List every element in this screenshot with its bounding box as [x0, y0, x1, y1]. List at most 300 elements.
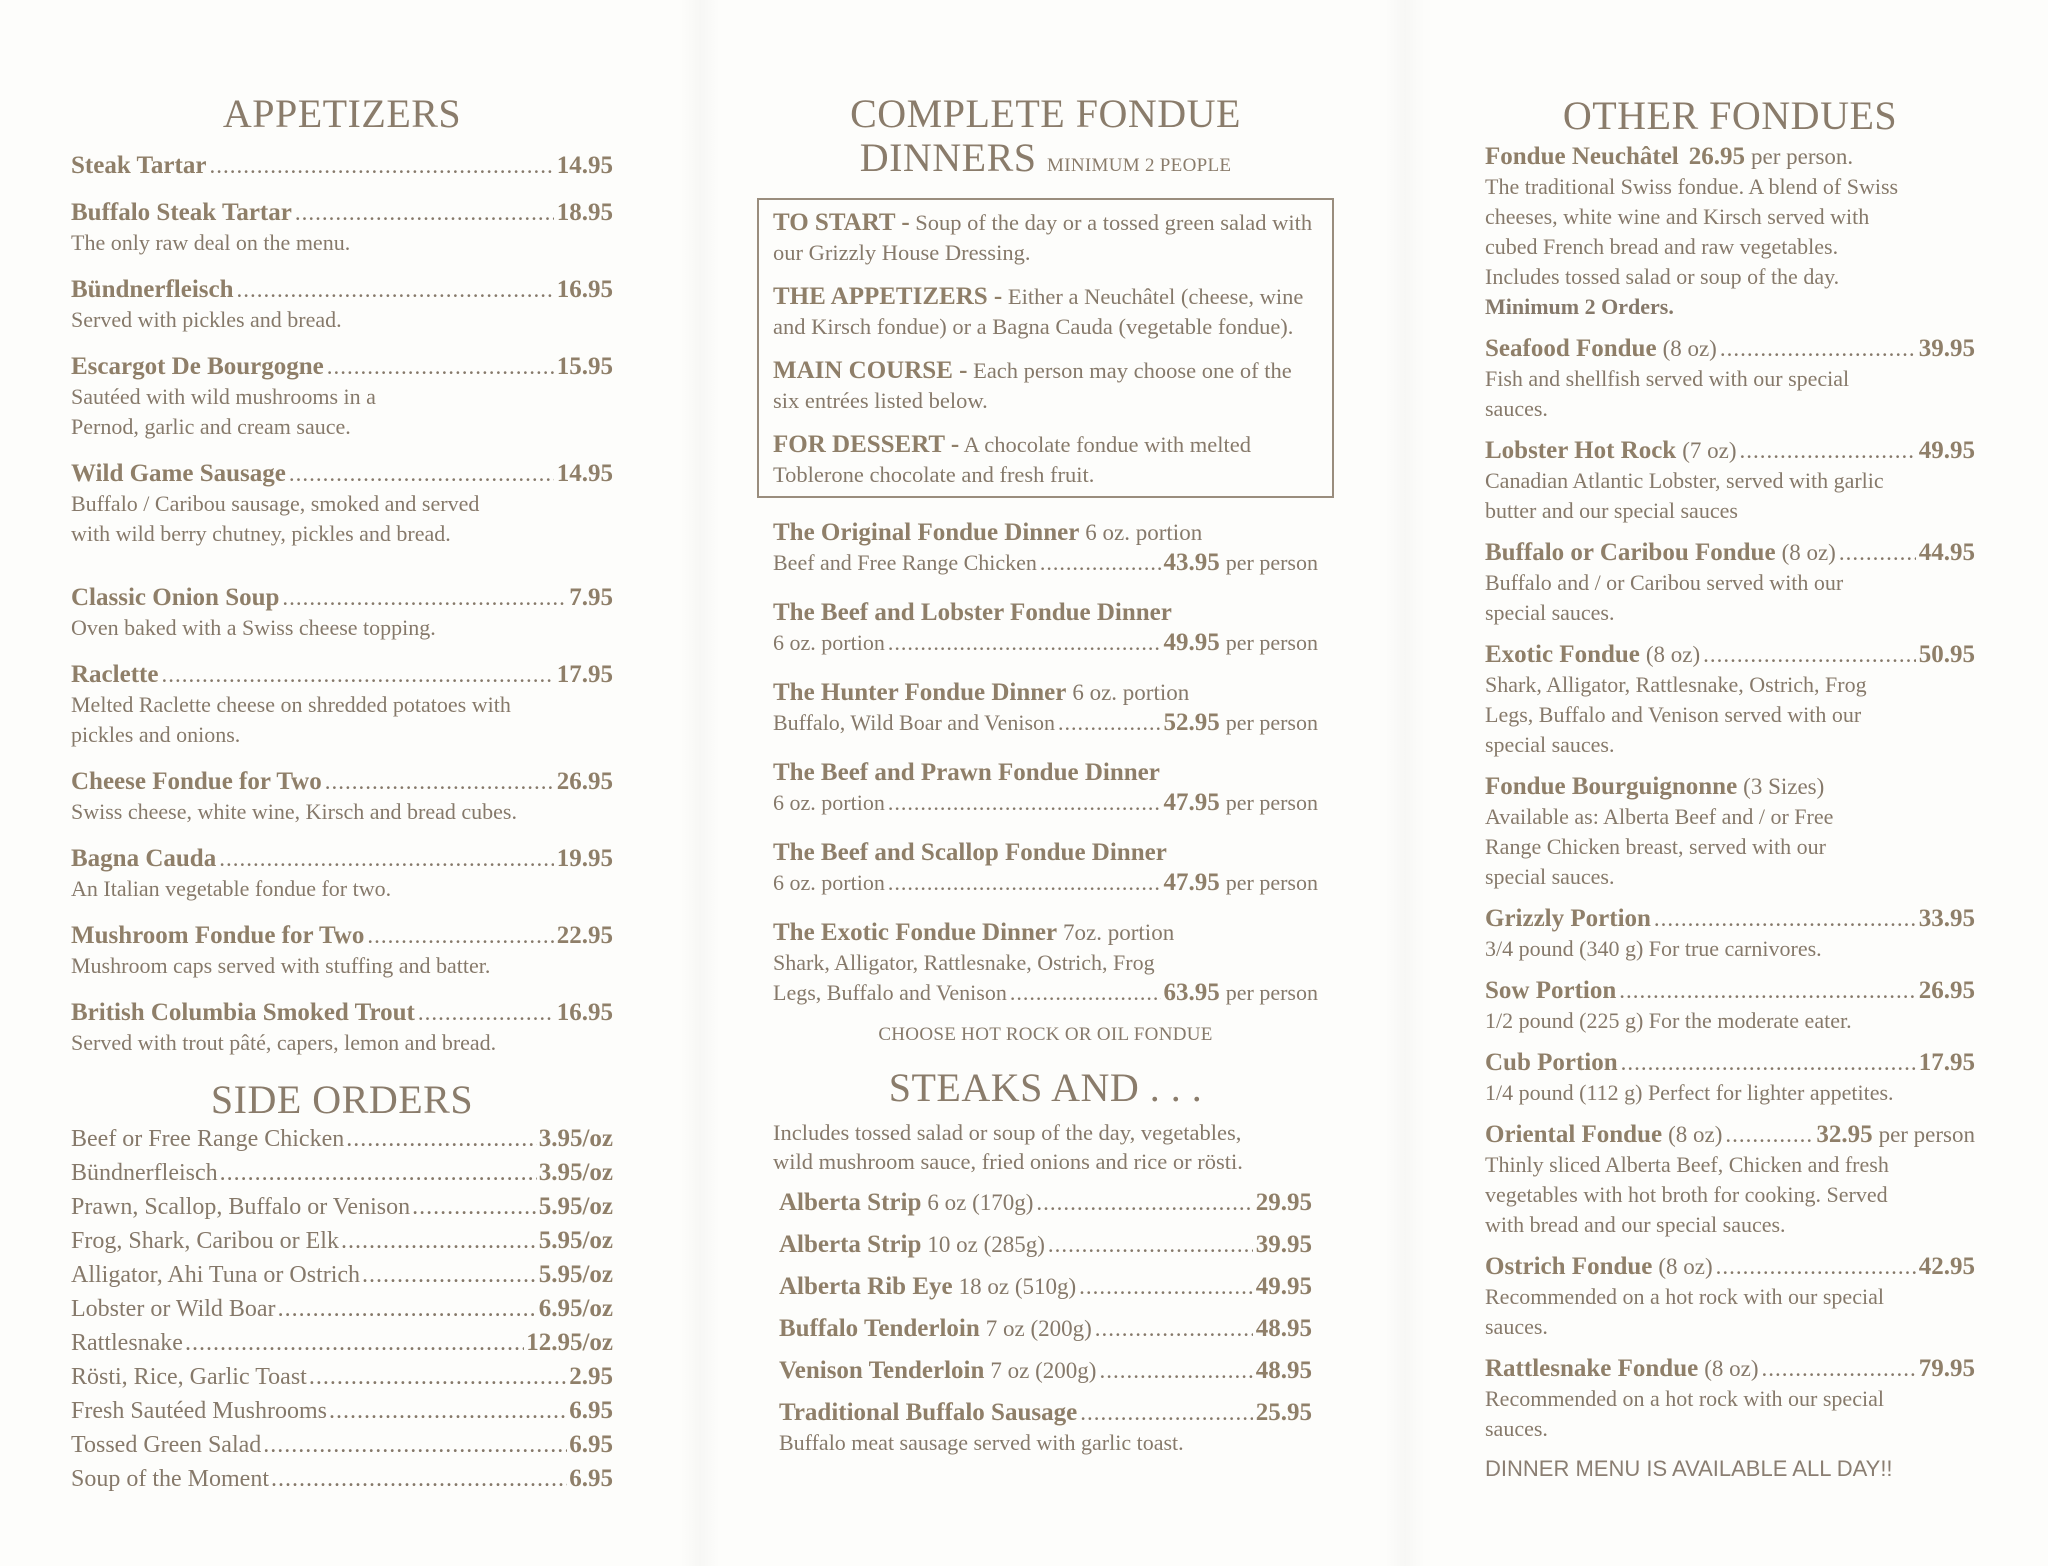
other-fondues-list	[1485, 142, 1975, 1444]
item-price: 32.95	[1816, 1121, 1873, 1148]
item-name: Mushroom Fondue for Two	[71, 922, 365, 949]
item-title-row	[1485, 538, 1975, 568]
dot-leader	[271, 1463, 567, 1496]
menu-item	[71, 921, 613, 981]
item-price: 39.95	[1918, 335, 1975, 362]
item-price-row	[773, 868, 1318, 898]
item-name: Rattlesnake	[71, 1330, 183, 1356]
item-title-row	[71, 1428, 613, 1462]
item-portion: Beef and Free Range Chicken	[773, 550, 1037, 575]
item-title-row	[71, 151, 613, 181]
center-panel	[757, 0, 1334, 1458]
item-name: Buffalo or Caribou Fondue	[1485, 539, 1776, 566]
item-name: Fondue Neuchâtel	[1485, 143, 1679, 170]
item-portion: 6 oz. portion	[773, 630, 885, 655]
dot-leader	[219, 844, 554, 874]
item-description: Melted Raclette cheese on shredded potatoes with pickles and onions.	[71, 692, 511, 747]
dot-leader	[325, 767, 554, 797]
dot-leader	[1703, 640, 1916, 670]
item-name: The Exotic Fondue Dinner	[773, 919, 1058, 946]
item-price: 26.95	[1688, 143, 1745, 170]
left-panel	[71, 0, 613, 1496]
item-title-row	[71, 1258, 613, 1292]
item-title-row	[71, 1394, 613, 1428]
item-price: 6.95	[569, 1465, 613, 1492]
item-name: Raclette	[71, 661, 159, 688]
menu-item	[1485, 772, 1975, 892]
item-note: 7 oz (200g)	[990, 1358, 1097, 1383]
item-description: Recommended on a hot rock with our special sauces.	[1485, 1284, 1884, 1339]
item-name: British Columbia Smoked Trout	[71, 999, 415, 1026]
steaks-intro: Includes tossed salad or soup of the day, vegetables, wild mushroom sauce, fried onions and rice or rösti.	[773, 1120, 1243, 1174]
item-portion: 6 oz. portion	[773, 870, 885, 895]
item-title-row	[1485, 976, 1975, 1006]
menu-item	[71, 844, 613, 904]
item-title-row	[779, 1272, 1312, 1302]
dot-leader	[209, 151, 553, 181]
item-description: Oven baked with a Swiss cheese topping.	[71, 615, 436, 640]
item-price-row	[773, 708, 1318, 738]
menu-item	[71, 1190, 613, 1224]
item-title-row	[71, 660, 613, 690]
item-name: Rösti, Rice, Garlic Toast	[71, 1364, 307, 1390]
course-description	[773, 356, 1318, 416]
dot-leader	[1739, 436, 1915, 466]
item-name: Beef or Free Range Chicken	[71, 1126, 345, 1152]
menu-item	[773, 758, 1318, 818]
item-name: Prawn, Scallop, Buffalo or Venison	[71, 1194, 411, 1220]
menu-item	[779, 1230, 1312, 1260]
item-title-row	[71, 1156, 613, 1190]
item-price: 2.95	[569, 1363, 613, 1390]
item-name: Alberta Strip	[779, 1189, 922, 1216]
item-description: Served with pickles and bread.	[71, 307, 342, 332]
dot-leader	[341, 1225, 537, 1258]
item-name: Oriental Fondue	[1485, 1121, 1663, 1148]
appetizers-heading: APPETIZERS	[222, 91, 462, 136]
item-price-row	[773, 628, 1318, 658]
item-price: 18.95	[556, 199, 613, 226]
item-title-row	[71, 844, 613, 874]
dot-leader	[309, 1361, 567, 1394]
item-price-suffix: per person	[1225, 550, 1318, 575]
item-name: Grizzly Portion	[1485, 905, 1651, 932]
course-description	[773, 208, 1318, 268]
dot-leader	[1762, 1354, 1916, 1384]
item-title-row	[779, 1314, 1312, 1344]
dot-leader	[161, 660, 553, 690]
item-name: Rattlesnake Fondue	[1485, 1355, 1699, 1382]
dot-leader	[1036, 1188, 1252, 1218]
item-name: Frog, Shark, Caribou or Elk	[71, 1228, 339, 1254]
item-price: 17.95	[1918, 1049, 1975, 1076]
item-title-row	[71, 1190, 613, 1224]
item-description: 3/4 pound (340 g) For true carnivores.	[1485, 936, 1822, 961]
item-price: 26.95	[1918, 977, 1975, 1004]
course-label: THE APPETIZERS -	[773, 283, 1003, 310]
heading-line-2: DINNERS	[859, 135, 1037, 180]
item-name: The Beef and Lobster Fondue Dinner	[773, 599, 1172, 626]
dot-leader	[1720, 334, 1916, 364]
menu-item	[71, 583, 613, 643]
item-name: Alligator, Ahi Tuna or Ostrich	[71, 1262, 361, 1288]
item-price: 39.95	[1255, 1231, 1312, 1258]
dot-leader	[1048, 1230, 1253, 1260]
item-price: 16.95	[556, 276, 613, 303]
item-price: 14.95	[556, 152, 613, 179]
item-price: 52.95	[1163, 709, 1220, 736]
dot-leader	[263, 1429, 567, 1462]
menu-item	[779, 1272, 1312, 1302]
item-title-row	[71, 1326, 613, 1360]
item-price: 5.95/oz	[538, 1193, 613, 1220]
item-description: Mushroom caps served with stuffing and batter.	[71, 953, 491, 978]
item-title-row	[1485, 772, 1975, 802]
course-text: Either a Neuchâtel (cheese, wine and Kirsch fondue) or a Bagna Cauda (vegetable fondue).	[773, 284, 1304, 339]
item-name: Fresh Sautéed Mushrooms	[71, 1398, 327, 1424]
menu-item	[1485, 1048, 1975, 1108]
menu-item	[773, 598, 1318, 658]
dot-leader	[1621, 1048, 1916, 1078]
dot-leader	[237, 275, 554, 305]
menu-item	[71, 1394, 613, 1428]
course-label: MAIN COURSE -	[773, 357, 968, 384]
dot-leader	[1716, 1252, 1916, 1282]
course-label: TO START -	[773, 209, 910, 236]
item-description: Available as: Alberta Beef and / or Free Range Chicken breast, served with our special sauces.	[1485, 804, 1834, 889]
dot-leader	[185, 1327, 524, 1360]
menu-item	[773, 918, 1318, 1008]
availability-note: DINNER MENU IS AVAILABLE ALL DAY!!	[1485, 1456, 1893, 1481]
item-price: 49.95	[1255, 1273, 1312, 1300]
item-title-row	[779, 1230, 1312, 1260]
dot-leader	[1099, 1356, 1252, 1386]
item-name: The Original Fondue Dinner	[773, 519, 1080, 546]
item-description: Buffalo and / or Caribou served with our special sauces.	[1485, 570, 1844, 625]
menu-item	[71, 459, 613, 549]
item-name: Alberta Rib Eye	[779, 1273, 953, 1300]
item-title-row	[71, 1122, 613, 1156]
item-name: Buffalo Steak Tartar	[71, 199, 292, 226]
item-name: Seafood Fondue	[1485, 335, 1657, 362]
menu-item	[773, 838, 1318, 898]
item-price-row	[773, 548, 1318, 578]
item-price: 6.95/oz	[538, 1295, 613, 1322]
item-name: Venison Tenderloin	[779, 1357, 985, 1384]
item-price-suffix: per person	[1878, 1122, 1975, 1147]
courses-box	[757, 198, 1334, 498]
item-description: Shark, Alligator, Rattlesnake, Ostrich, Frog	[773, 950, 1155, 975]
item-price: 49.95	[1163, 629, 1220, 656]
item-title-row	[71, 459, 613, 489]
item-name: Alberta Strip	[779, 1231, 922, 1258]
item-price: 22.95	[556, 922, 613, 949]
side-orders-heading: SIDE ORDERS	[210, 1077, 474, 1122]
steaks-list	[757, 1188, 1334, 1458]
dot-leader	[220, 1157, 537, 1190]
item-title-row	[71, 1360, 613, 1394]
appetizers-list	[71, 151, 613, 1058]
menu-item	[1485, 334, 1975, 424]
menu-item	[1485, 1120, 1975, 1240]
item-note: (8 oz)	[1658, 1254, 1713, 1279]
item-note: 7oz. portion	[1063, 920, 1175, 945]
item-price-suffix: per person	[1225, 980, 1318, 1005]
menu-item	[1485, 142, 1975, 322]
item-name: The Beef and Scallop Fondue Dinner	[773, 839, 1167, 866]
dot-leader	[278, 1293, 537, 1326]
dot-leader	[1079, 1272, 1253, 1302]
item-description: Swiss cheese, white wine, Kirsch and bread cubes.	[71, 799, 517, 824]
menu-item	[779, 1314, 1312, 1344]
item-price: 6.95	[569, 1431, 613, 1458]
item-price-suffix: per person	[1225, 870, 1318, 895]
item-title-row	[1485, 334, 1975, 364]
menu-item	[1485, 436, 1975, 526]
item-title-row	[1485, 142, 1975, 172]
item-title-row	[773, 918, 1318, 948]
menu-item	[71, 1122, 613, 1156]
menu-item	[779, 1356, 1312, 1386]
item-title-row	[71, 1462, 613, 1496]
item-name: Buffalo Tenderloin	[779, 1315, 980, 1342]
item-name: Wild Game Sausage	[71, 460, 286, 487]
item-price: 63.95	[1163, 979, 1220, 1006]
fondue-dinner-list	[757, 518, 1334, 1008]
item-title-row	[71, 275, 613, 305]
item-name: Bagna Cauda	[71, 845, 217, 872]
item-note: (8 oz)	[1645, 642, 1701, 667]
dot-leader	[412, 1191, 537, 1224]
item-description: The only raw deal on the menu.	[71, 230, 351, 255]
menu-item	[779, 1398, 1312, 1458]
item-price-suffix: per person	[1225, 710, 1318, 735]
side-orders-list	[71, 1122, 613, 1496]
item-title-row	[773, 758, 1318, 788]
item-title-row	[1485, 904, 1975, 934]
item-minimum-note: Minimum 2 Orders.	[1485, 294, 1674, 319]
item-description: The traditional Swiss fondue. A blend of Swiss cheeses, white wine and Kirsch served with cubed French bread and raw vegetables. Includes tossed salad or soup of the day.	[1485, 174, 1899, 289]
menu-item	[71, 151, 613, 181]
item-price: 7.95	[569, 584, 613, 611]
menu-item	[71, 1156, 613, 1190]
dot-leader	[289, 459, 554, 489]
item-title-row	[773, 598, 1318, 628]
item-title-row	[71, 1292, 613, 1326]
other-fondues-heading: OTHER FONDUES	[1562, 93, 1898, 138]
item-title-row	[1485, 1354, 1975, 1384]
item-portion: 6 oz. portion	[773, 790, 885, 815]
item-price: 3.95/oz	[538, 1125, 613, 1152]
item-title-row	[773, 518, 1318, 548]
item-description: Buffalo meat sausage served with garlic toast.	[779, 1430, 1184, 1455]
dot-leader	[1040, 548, 1161, 578]
item-title-row	[71, 352, 613, 382]
item-note: (8 oz)	[1781, 540, 1836, 565]
item-description: 1/4 pound (112 g) Perfect for lighter appetites.	[1485, 1080, 1894, 1105]
menu-item	[71, 660, 613, 750]
item-description: Served with trout pâté, capers, lemon and bread.	[71, 1030, 497, 1055]
dot-leader	[1725, 1120, 1813, 1150]
item-name: The Beef and Prawn Fondue Dinner	[773, 759, 1160, 786]
item-title-row	[1485, 640, 1975, 670]
item-price: 3.95/oz	[538, 1159, 613, 1186]
dot-leader	[367, 921, 553, 951]
menu-item	[1485, 538, 1975, 628]
item-name: Lobster or Wild Boar	[71, 1296, 276, 1322]
item-note: (8 oz)	[1668, 1122, 1723, 1147]
item-portion: Buffalo, Wild Boar and Venison	[773, 710, 1056, 735]
dot-leader	[1058, 708, 1160, 738]
item-note: (3 Sizes)	[1743, 774, 1825, 799]
dot-leader	[327, 352, 554, 382]
item-title-row	[1485, 1048, 1975, 1078]
item-price: 25.95	[1255, 1399, 1312, 1426]
item-price: 47.95	[1163, 789, 1220, 816]
menu-item	[773, 518, 1318, 578]
dot-leader	[329, 1395, 567, 1428]
course-text: Soup of the day or a tossed green salad with our Grizzly House Dressing.	[773, 210, 1313, 265]
dot-leader	[1095, 1314, 1253, 1344]
item-note: 6 oz. portion	[1085, 520, 1203, 545]
item-price: 47.95	[1163, 869, 1220, 896]
item-name: Escargot De Bourgogne	[71, 353, 324, 380]
dot-leader	[888, 628, 1161, 658]
item-name: The Hunter Fondue Dinner	[773, 679, 1067, 706]
item-description: Sautéed with wild mushrooms in a Pernod, garlic and cream sauce.	[71, 384, 376, 439]
item-name: Cheese Fondue for Two	[71, 768, 322, 795]
menu-item	[71, 1462, 613, 1496]
course-label: FOR DESSERT -	[773, 431, 960, 458]
menu-item	[1485, 1354, 1975, 1444]
dot-leader	[1010, 978, 1161, 1008]
item-title-row	[1485, 1120, 1975, 1150]
item-price: 5.95/oz	[538, 1227, 613, 1254]
item-title-row	[1485, 436, 1975, 466]
item-description: Shark, Alligator, Rattlesnake, Ostrich, Frog Legs, Buffalo and Venison served with our special sauces.	[1485, 672, 1867, 757]
item-price: 79.95	[1918, 1355, 1975, 1382]
item-price: 15.95	[556, 353, 613, 380]
menu-item	[71, 1224, 613, 1258]
menu-item	[71, 767, 613, 827]
dot-leader	[888, 788, 1161, 818]
item-title-row	[71, 198, 613, 228]
item-name: Soup of the Moment	[71, 1466, 269, 1492]
item-price: 6.95	[569, 1397, 613, 1424]
item-description: Buffalo / Caribou sausage, smoked and served with wild berry chutney, pickles and bread.	[71, 491, 480, 546]
panel-fold	[680, 0, 720, 1566]
item-note: 10 oz (285g)	[927, 1232, 1045, 1257]
minimum-note: MINIMUM 2 PEOPLE	[1047, 155, 1232, 176]
menu-item	[1485, 976, 1975, 1036]
dot-leader	[346, 1123, 536, 1156]
item-price: 17.95	[556, 661, 613, 688]
item-title-row	[779, 1188, 1312, 1218]
item-note: (8 oz)	[1704, 1356, 1759, 1381]
dot-leader	[1080, 1398, 1253, 1428]
item-title-row	[71, 921, 613, 951]
item-name: Cub Portion	[1485, 1049, 1618, 1076]
item-name: Traditional Buffalo Sausage	[779, 1399, 1078, 1426]
course-text: Each person may choose one of the six entrées listed below.	[773, 358, 1292, 413]
item-name: Exotic Fondue	[1485, 641, 1640, 668]
item-price: 16.95	[556, 999, 613, 1026]
item-name: Steak Tartar	[71, 152, 207, 179]
item-name: Sow Portion	[1485, 977, 1617, 1004]
item-note: (7 oz)	[1682, 438, 1737, 463]
item-note: 6 oz. portion	[1072, 680, 1190, 705]
item-name: Fondue Bourguignonne	[1485, 773, 1738, 800]
menu-item	[71, 1428, 613, 1462]
menu-item	[71, 352, 613, 442]
item-name: Tossed Green Salad	[71, 1432, 262, 1458]
item-price: 43.95	[1163, 549, 1220, 576]
item-title-row	[71, 998, 613, 1028]
course-description	[773, 282, 1318, 342]
item-price: 5.95/oz	[538, 1261, 613, 1288]
menu-item	[1485, 904, 1975, 964]
item-title-row	[773, 838, 1318, 868]
item-note: 18 oz (510g)	[958, 1274, 1077, 1299]
item-note: 6 oz (170g)	[927, 1190, 1034, 1215]
menu-item	[71, 1292, 613, 1326]
item-title-row	[71, 1224, 613, 1258]
item-price: 29.95	[1255, 1189, 1312, 1216]
menu-item	[1485, 640, 1975, 760]
item-price: 14.95	[556, 460, 613, 487]
course-description	[773, 430, 1318, 490]
item-name: Lobster Hot Rock	[1485, 437, 1677, 464]
fondue-dinners-heading	[757, 92, 1334, 188]
item-name: Ostrich Fondue	[1485, 1253, 1653, 1280]
panel-fold	[1385, 0, 1425, 1566]
item-title-row	[779, 1356, 1312, 1386]
menu-item	[71, 198, 613, 258]
item-price: 48.95	[1255, 1357, 1312, 1384]
dot-leader	[282, 583, 566, 613]
dot-leader	[888, 868, 1161, 898]
dot-leader	[1619, 976, 1916, 1006]
item-description: 1/2 pound (225 g) For the moderate eater.	[1485, 1008, 1852, 1033]
menu-item	[1485, 1252, 1975, 1342]
item-price-row	[773, 788, 1318, 818]
menu-item	[71, 998, 613, 1058]
item-price: 48.95	[1255, 1315, 1312, 1342]
item-price: 33.95	[1918, 905, 1975, 932]
item-price: 26.95	[556, 768, 613, 795]
item-price: 50.95	[1918, 641, 1975, 668]
item-price: 49.95	[1918, 437, 1975, 464]
item-price: 44.95	[1918, 539, 1975, 566]
course-text: A chocolate fondue with melted Toblerone chocolate and fresh fruit.	[773, 432, 1252, 487]
dot-leader	[418, 998, 554, 1028]
item-name: Bündnerfleisch	[71, 1160, 218, 1186]
item-portion: Legs, Buffalo and Venison	[773, 980, 1007, 1005]
item-name: Bündnerfleisch	[71, 276, 234, 303]
dot-leader	[295, 198, 554, 228]
item-title-row	[71, 583, 613, 613]
menu-item	[779, 1188, 1312, 1218]
item-price: 19.95	[556, 845, 613, 872]
item-description: Thinly sliced Alberta Beef, Chicken and fresh vegetables with hot broth for cooking. Served with bread and our special sauces.	[1485, 1152, 1889, 1237]
item-price-row	[773, 978, 1318, 1008]
item-price-suffix: per person	[1225, 790, 1318, 815]
dot-leader	[1654, 904, 1916, 934]
dot-leader	[1839, 538, 1916, 568]
item-price: 12.95/oz	[526, 1329, 613, 1356]
steaks-heading: STEAKS AND . . .	[888, 1065, 1203, 1110]
item-title-row	[773, 678, 1318, 708]
